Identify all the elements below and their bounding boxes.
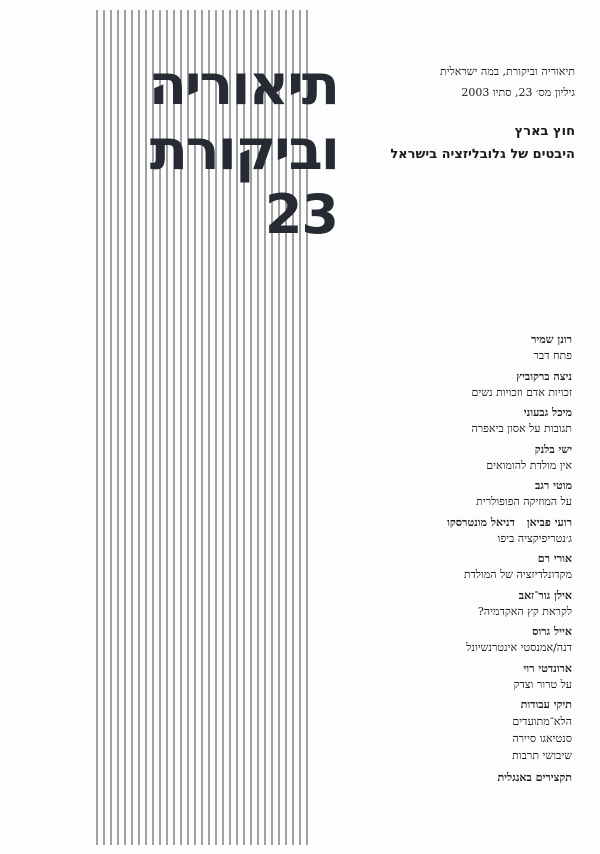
author-name: רועי פביאן <box>526 515 572 529</box>
entry-title: דנה/אמנסטי אינטרנשיונל <box>466 641 572 654</box>
entry-title: על המוזיקה הפופולרית <box>476 495 572 508</box>
author-name: ישי בלנק <box>534 442 572 456</box>
entry-author <box>292 332 572 348</box>
entry-author <box>292 551 572 567</box>
entry-title: ג׳נטריפיקציה ביפו <box>497 531 572 545</box>
dossier-item: שיבושי תרבות <box>512 749 572 762</box>
entry-author <box>292 515 572 531</box>
entry-title: אין מולדת להומואים <box>486 458 572 472</box>
dossier-section <box>292 697 572 764</box>
dossier-item: הלא־מתועדים <box>512 715 572 728</box>
contents-entry <box>292 478 572 515</box>
contents-entry <box>292 405 572 442</box>
theme-title: חוץ בארץ <box>514 124 575 139</box>
entry-author <box>292 588 572 604</box>
dossier-item: סנטיאגו סיירה <box>512 732 572 745</box>
contents-entry <box>292 551 572 588</box>
entry-title: זכויות אדם וזכויות נשים <box>471 385 572 399</box>
journal-title-line2: וביקורת <box>149 118 338 183</box>
author-name: אייל גרוס <box>532 625 572 638</box>
abstracts-label: תקצירים באנגלית <box>497 771 572 784</box>
author-name: אורי רם <box>537 552 572 565</box>
author-name: אילן גור־זאב <box>518 588 572 602</box>
journal-title-line1: תיאוריה <box>148 53 338 118</box>
author-name: ארונדטי רוי <box>523 661 572 675</box>
contents-entry <box>292 369 572 406</box>
contents-entry <box>292 588 572 625</box>
issue-number: 23 <box>264 183 338 246</box>
theme-subtitle: היבטים של גלובליזציה בישראל <box>390 147 575 162</box>
entry-title: לקראת קץ האקדמיה? <box>477 604 572 618</box>
author-name: מוטי רגב <box>534 479 572 492</box>
contents-list <box>292 332 572 697</box>
series-subtitle: תיאוריה וביקורת, במה ישראלית <box>440 65 575 78</box>
table-of-contents <box>292 332 572 786</box>
dossier-heading: תיקי עבודות <box>520 698 572 711</box>
entry-author <box>292 478 572 494</box>
contents-entry <box>292 332 572 369</box>
author-name: רונן שמיר <box>530 333 572 346</box>
author-name: מיכל גבעוני <box>523 406 572 419</box>
abstracts-section <box>292 770 572 786</box>
entry-author <box>292 624 572 640</box>
entry-author <box>292 405 572 421</box>
entry-author <box>292 442 572 458</box>
contents-entry <box>292 515 572 552</box>
contents-entry <box>292 661 572 698</box>
entry-author <box>292 661 572 677</box>
entry-title: על טרור וצדק <box>513 677 572 691</box>
contents-entry <box>292 624 572 661</box>
issue-info: גיליון מס׳ 23, סתיו 2003 <box>461 86 575 99</box>
author-name: ניצה ברקוביץ <box>516 369 572 383</box>
contents-entry <box>292 442 572 479</box>
entry-title: פתח דבר <box>533 349 572 362</box>
entry-title: מקדונלדיזציה של המולדת <box>463 568 572 581</box>
entry-author <box>292 369 572 385</box>
author-name: דניאל מונטרסקו <box>447 515 515 529</box>
entry-title: תגובות על אסון ביאפרה <box>471 422 572 435</box>
